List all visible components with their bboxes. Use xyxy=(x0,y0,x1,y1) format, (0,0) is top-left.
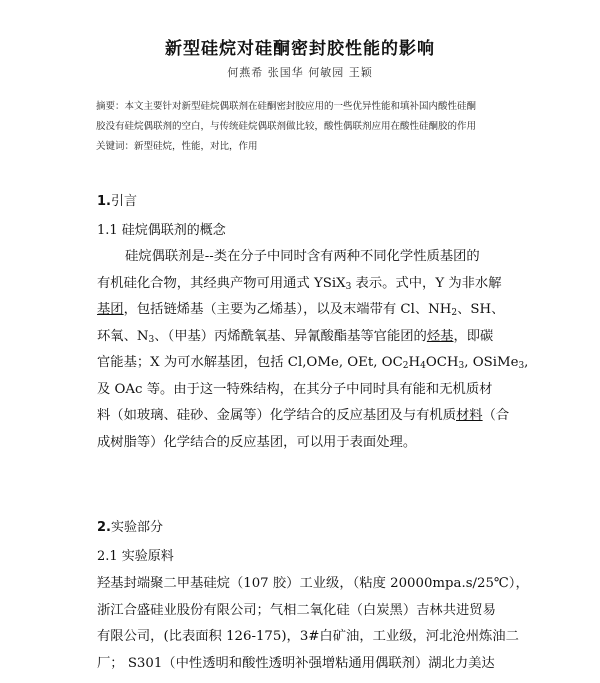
text-line: 有限公司，(比表面积 126-175)，3#白矿油，工业级，河北沧州炼油二 xyxy=(97,629,519,644)
underlined-term: 烃基 xyxy=(426,328,454,344)
text-line: 羟基封端聚二甲基硅烷（107 胶）工业级，（粘度 20000mpa.s/25℃）， xyxy=(97,576,529,591)
text-line: 及 OAc 等。由于这一特殊结构，在其分子中同时具有能和无机质材 xyxy=(97,381,493,397)
abstract-line: 摘要：本文主要针对新型硅烷偶联剂在硅酮密封胶应用的一些优异性能和填补国内酸性硅酮 xyxy=(96,101,477,112)
abstract-line: 胶没有硅烷偶联剂的空白，与传统硅烷偶联剂做比较，酸性偶联剂应用在酸性硅酮胶的作用 xyxy=(96,121,477,132)
text-line: 成树脂等）化学结合的反应基团，可以用于表面处理。 xyxy=(97,434,417,450)
text-line: 浙江合盛硅业股份有限公司；气相二氧化硅（白炭黑）吉林共进贸易 xyxy=(97,602,496,618)
underlined-term: 基团 xyxy=(97,302,124,317)
section-title: 引言 xyxy=(110,194,137,209)
text-line: 厂； S301（中性透明和酸性透明补强增粘通用偶联剂）湖北力美达 xyxy=(97,655,495,671)
underlined-term: 材料 xyxy=(456,408,483,423)
section-number: 2. xyxy=(97,520,111,535)
paragraph-materials xyxy=(97,571,529,677)
abstract-block xyxy=(96,97,506,157)
section-title: 实验部分 xyxy=(110,520,163,535)
text-line: 料（如玻璃、硅砂、金属等）化学结合的反应基团及与有机质材料（合 xyxy=(97,408,510,423)
keywords: 关键词：新型硅烷，性能，对比，作用 xyxy=(96,141,258,152)
subsection-heading-1-1: 1.1 硅烷偶联剂的概念 xyxy=(97,223,226,238)
text-line: 官能基；X 为可水解基团，包括 Cl,OMe, OEt, $OC_2H_4OCH_3$, OSiMe$_3$, xyxy=(97,355,529,371)
paper-title: 新型硅烷对硅酮密封胶性能的影响 xyxy=(165,39,435,59)
text-line: 有机硅化合物，其经典产物可用通式 YSiX$_3$ 表示。式中，Y 为非水解 xyxy=(97,275,502,292)
subsection-heading-2-1: 2.1 实验原料 xyxy=(97,549,174,564)
author-list: 何燕希 张国华 何敏园 王颖 xyxy=(227,66,373,79)
text-line: 环氧、$N_3$、（甲基）丙烯酰氧基、异氰酸酯基等官能团的烃基，即碳 xyxy=(97,328,494,345)
text-line: 基团，包括链烯基（主要为乙烯基），以及末端带有 Cl、$NH_2$、SH、 xyxy=(97,302,505,318)
paragraph-coupling-agent xyxy=(97,244,529,456)
text-line: 硅烷偶联剂是--类在分子中同时含有两种不同化学性质基团的 xyxy=(125,249,480,264)
section-heading-1 xyxy=(97,190,137,209)
section-number: 1. xyxy=(97,194,111,209)
section-heading-2 xyxy=(97,516,163,535)
